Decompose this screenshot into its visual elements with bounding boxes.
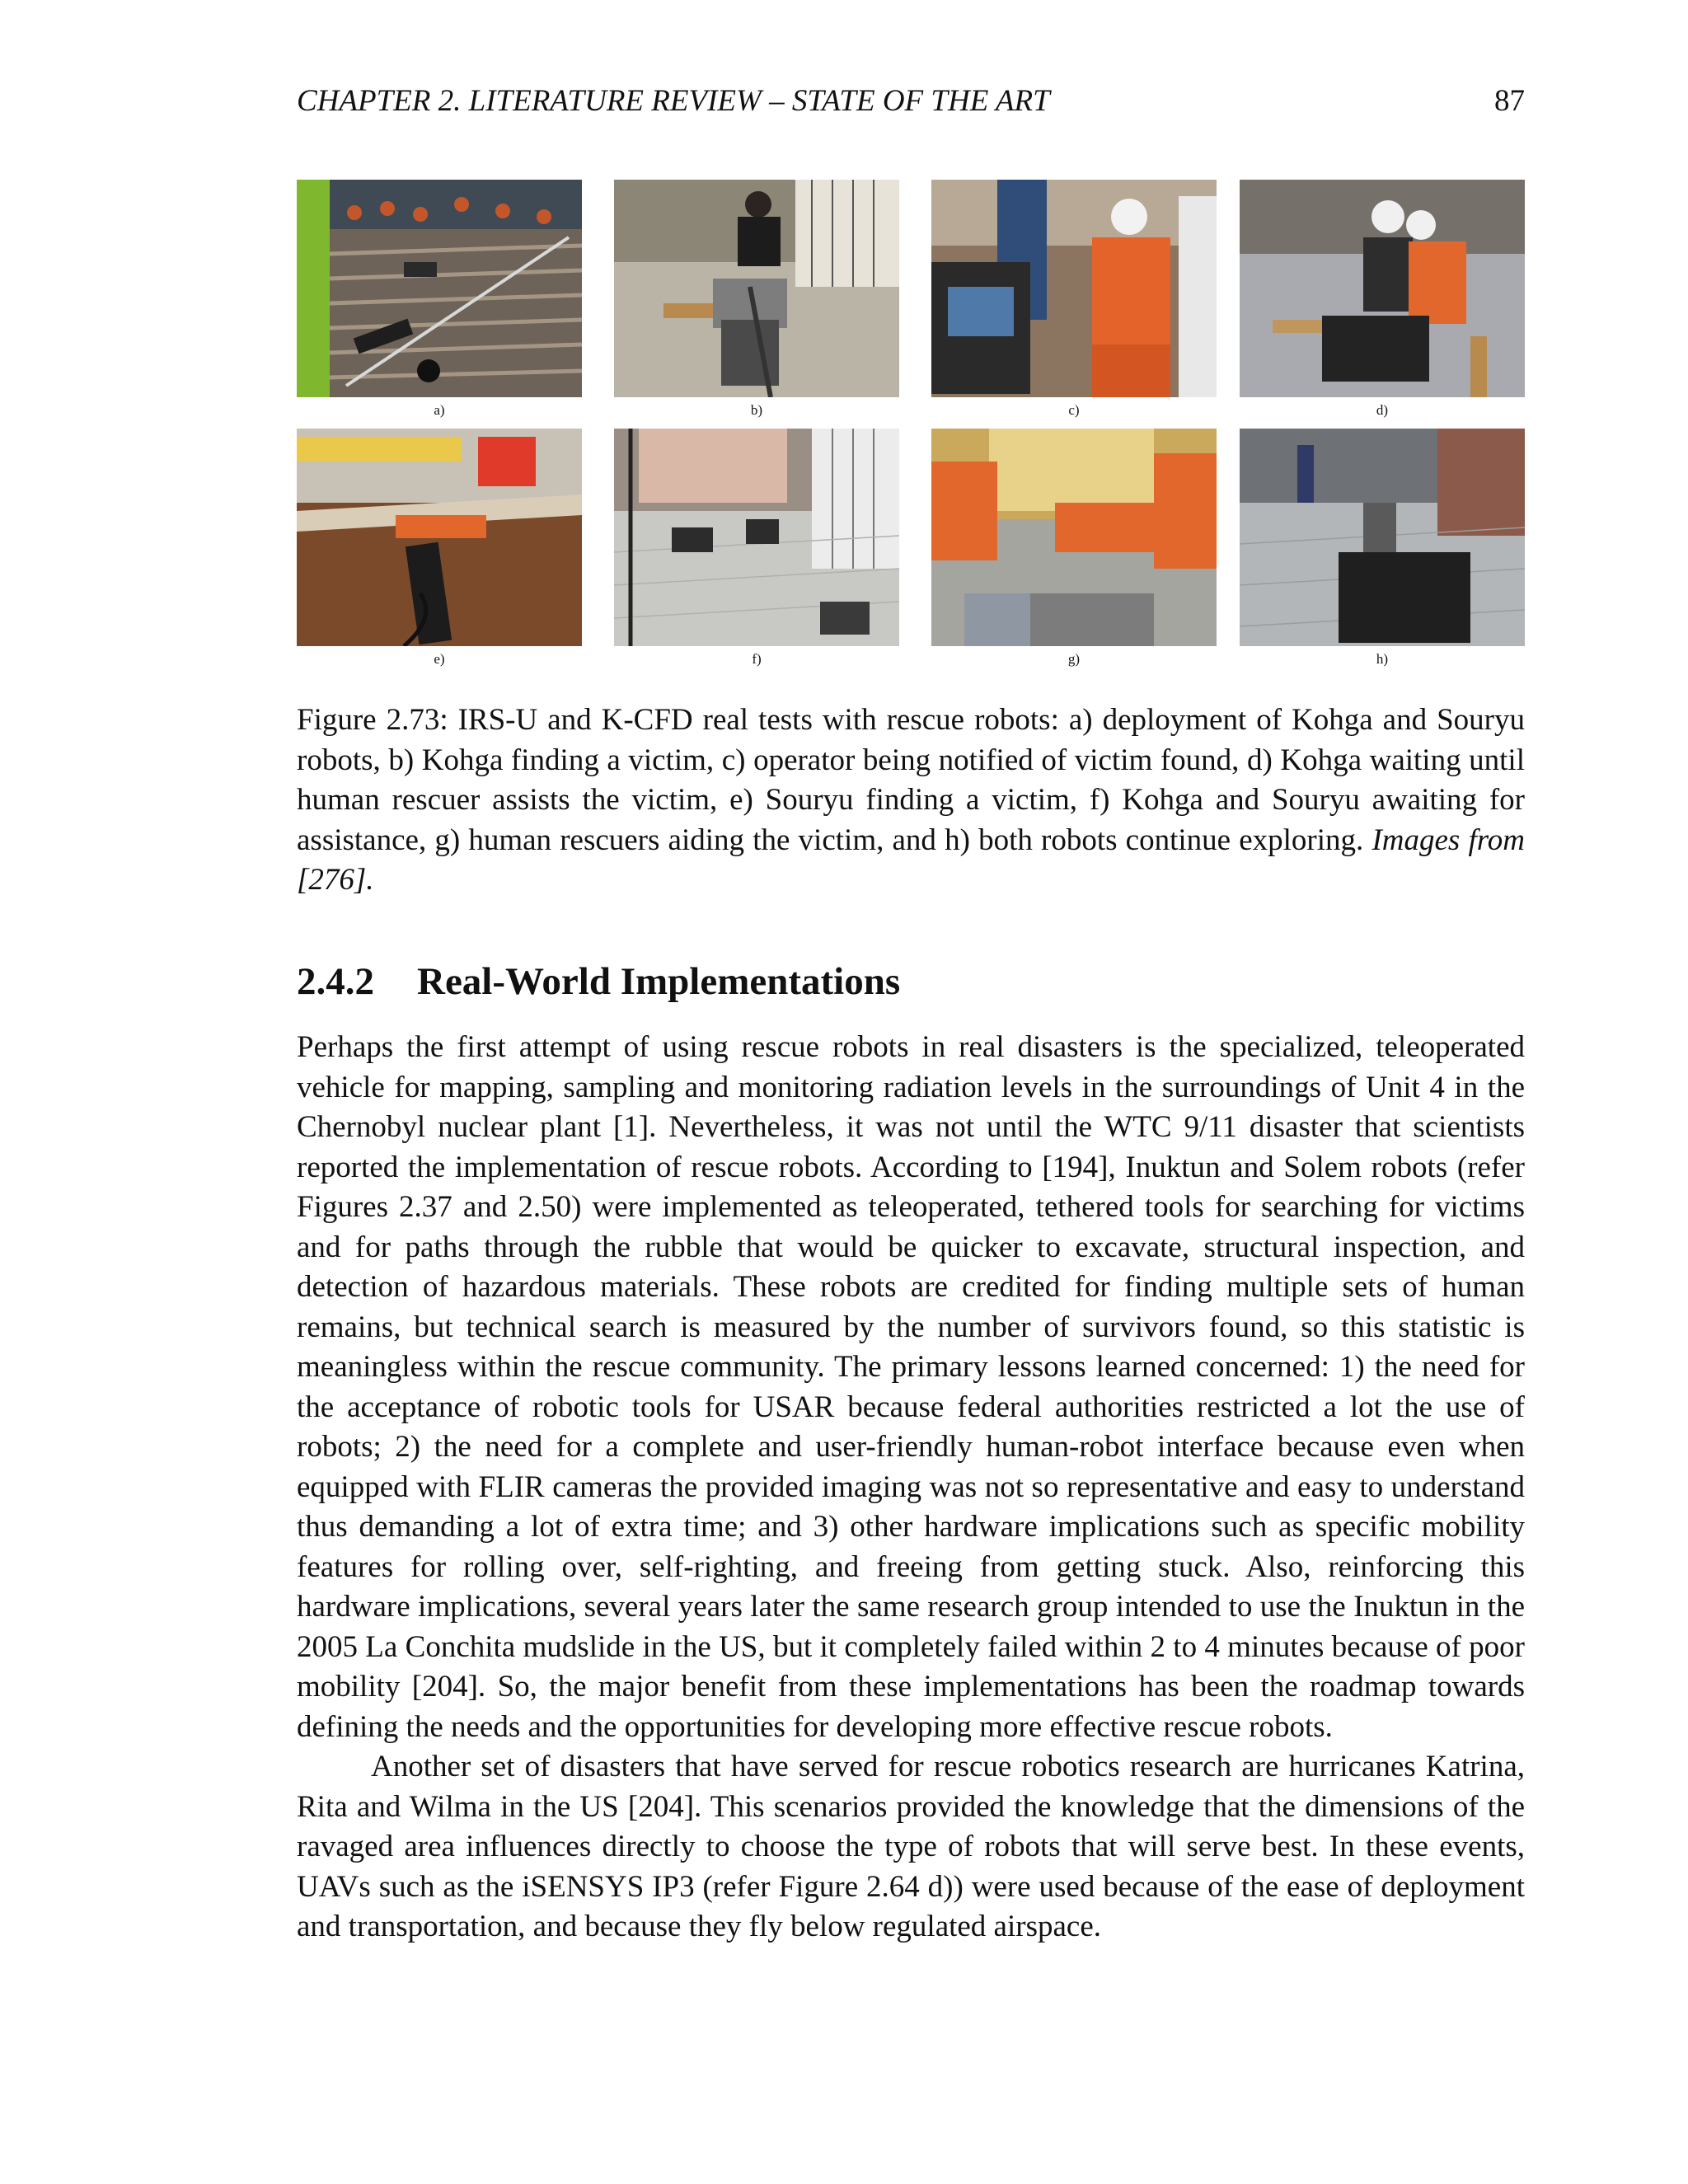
photo-robots-exploring bbox=[1240, 429, 1525, 646]
figure-panel-g bbox=[931, 429, 1217, 668]
photo-kohga-robot-victim bbox=[614, 180, 899, 397]
figure-caption-text: Figure 2.73: IRS-U and K-CFD real tests with rescue robots: a) deployment of Kohga and Souryu robots, b) Kohga finding a victim, c) operator being notified of victim found, d) Kohga waiting until human rescuer assists the victim, e) Souryu finding a victim, f) Kohga and Souryu awaiting for assistance, g) human rescuers aiding the victim, and h) both robots continue exploring. bbox=[297, 703, 1525, 857]
section-title: Real-World Implementations bbox=[417, 960, 901, 1003]
photo-operator-console bbox=[931, 180, 1217, 397]
panel-label: d) bbox=[1376, 402, 1389, 418]
panel-label: a) bbox=[434, 402, 445, 418]
photo-souryu-victim bbox=[297, 429, 582, 646]
figure-panel-e bbox=[297, 429, 582, 668]
figure-panel-f bbox=[614, 429, 899, 668]
page-number: 87 bbox=[1494, 84, 1525, 118]
body-text bbox=[297, 1028, 1525, 1947]
panel-label: f) bbox=[752, 651, 762, 667]
photo-robots-awaiting bbox=[614, 429, 899, 646]
figure-photo-grid bbox=[297, 180, 1525, 666]
figure-caption bbox=[297, 701, 1525, 901]
figure-panel-b bbox=[614, 180, 899, 419]
figure-panel-c bbox=[931, 180, 1217, 419]
panel-label: e) bbox=[434, 651, 445, 667]
paragraph: Another set of disasters that have served for rescue robotics research are hurricanes Katrina, Rita and Wilma in the US [204]. This scenarios provided the knowledge that the dimensions of the ravaged area influences directly to choose the type of robots that will serve best. In these events, UAVs such as the iSENSYS IP3 (refer Figure 2.64 d)) were used because of the ease of deployment and transportation, and because they fly below regulated airspace. bbox=[297, 1750, 1525, 1943]
running-head-title: CHAPTER 2. LITERATURE REVIEW – STATE OF THE ART bbox=[297, 84, 1050, 118]
figure-caption-source: Images from [276]. bbox=[297, 823, 1526, 897]
figure-panel-a bbox=[297, 180, 582, 419]
section-heading bbox=[297, 958, 1525, 1005]
photo-rescuer-assisting bbox=[1240, 180, 1525, 397]
panel-label: c) bbox=[1068, 402, 1080, 418]
panel-label: h) bbox=[1376, 651, 1389, 667]
figure-panel-h bbox=[1240, 429, 1525, 668]
photo-rescuers-aiding bbox=[931, 429, 1217, 646]
panel-label: b) bbox=[750, 402, 763, 418]
panel-label: g) bbox=[1067, 651, 1081, 667]
figure-panel-d bbox=[1240, 180, 1525, 419]
section-number: 2.4.2 bbox=[297, 960, 374, 1003]
paragraph: Perhaps the first attempt of using rescue robots in real disasters is the specialized, teleoperated vehicle for mapping, sampling and monitoring radiation levels in the surroundings of Unit 4 in the Chernobyl nuclear plant [1]. Nevertheless, it was not until the WTC 9/11 disaster that scientists reported the implementation of rescue robots. According to [194], Inuktun and Solem robots (refer Figures 2.37 and 2.50) were implemented as teleoperated, tethered tools for searching for victims and for paths through the rubble that would be quicker to excavate, structural inspection, and detection of hazardous materials. These robots are credited for finding multiple sets of human remains, but technical search is measured by the number of survivors found, so this statistic is meaningless within the rescue community. The primary lessons learned concerned: 1) the need for the acceptance of robotic tools for USAR because federal authorities restricted a lot the use of robots; 2) the need for a complete and user-friendly human-robot interface because even when equipped with FLIR cameras the provided imaging was not so representative and easy to understand thus demanding a lot of extra time; and 3) other hardware implications such as specific mobility features for rolling over, self-righting, and freeing from getting stuck. Also, reinforcing this hardware implications, several years later the same research group intended to use the Inuktun in the 2005 La Conchita mudslide in the US, but it completely failed within 2 to 4 minutes because of poor mobility [204]. So, the major benefit from these implementations has been the roadmap towards defining the needs and the opportunities for developing more effective rescue robots. bbox=[297, 1030, 1525, 1744]
photo-robots-on-stairs bbox=[297, 180, 582, 397]
